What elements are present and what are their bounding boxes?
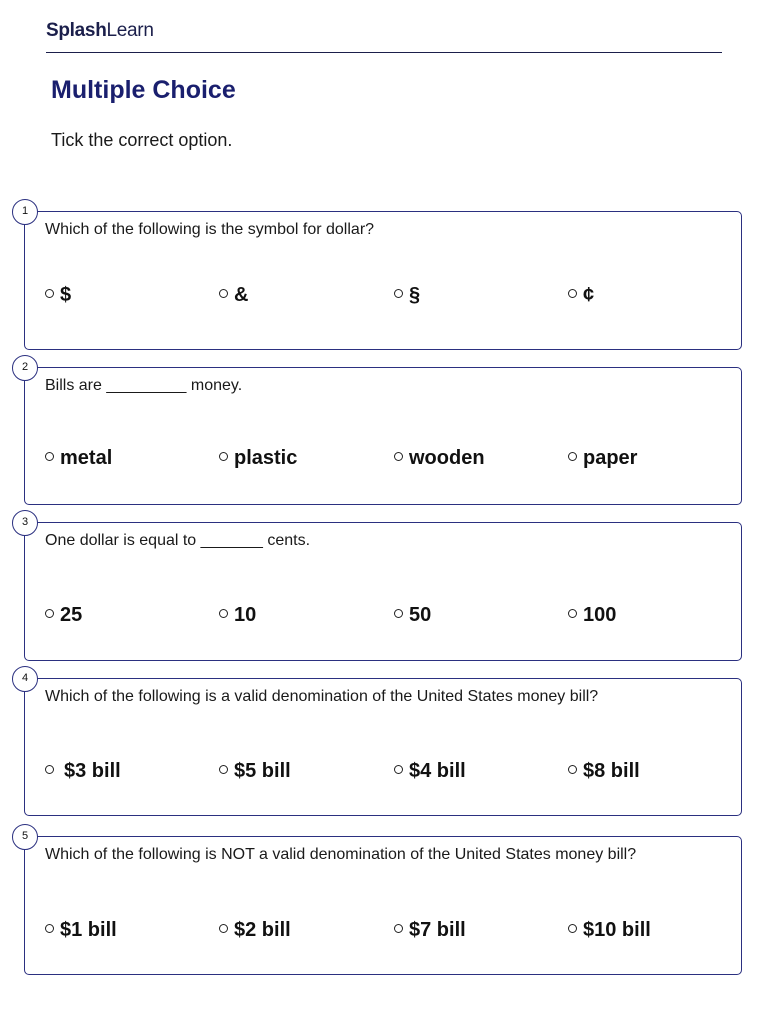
radio-circle-icon[interactable] (45, 289, 54, 298)
option-q2-a[interactable] (45, 447, 112, 470)
option-q4-c[interactable] (394, 760, 466, 783)
option-q5-a[interactable] (45, 919, 117, 942)
option-label: 25 (60, 604, 83, 626)
option-q2-d[interactable] (568, 447, 637, 470)
option-label: 100 (583, 604, 617, 626)
option-label: metal (60, 447, 113, 469)
radio-circle-icon[interactable] (219, 289, 228, 298)
option-q4-a[interactable] (45, 760, 121, 783)
option-label: & (234, 284, 249, 306)
radio-circle-icon[interactable] (219, 609, 228, 618)
option-q3-b[interactable] (219, 604, 256, 627)
radio-circle-icon[interactable] (394, 452, 403, 461)
option-label: $3 bill (64, 760, 121, 782)
option-label: ¢ (583, 284, 595, 306)
option-label: 10 (234, 604, 257, 626)
option-q1-d[interactable] (568, 284, 594, 307)
radio-circle-icon[interactable] (568, 609, 577, 618)
option-q5-d[interactable] (568, 919, 651, 942)
option-q2-b[interactable] (219, 447, 297, 470)
question-card-1 (21, 205, 742, 350)
option-label: $10 bill (583, 919, 651, 941)
question-text: Which of the following is a valid denomination of the United States money bill? (45, 688, 599, 705)
option-label: $2 bill (234, 919, 291, 941)
option-label: paper (583, 447, 638, 469)
radio-circle-icon[interactable] (394, 609, 403, 618)
option-q4-d[interactable] (568, 760, 640, 783)
page-title: Multiple Choice (51, 76, 236, 104)
option-label: $4 bill (409, 760, 466, 782)
radio-circle-icon[interactable] (568, 765, 577, 774)
option-q1-b[interactable] (219, 284, 248, 307)
question-text: Which of the following is the symbol for dollar? (45, 221, 375, 238)
question-text: Which of the following is NOT a valid denomination of the United States money bill? (45, 846, 637, 863)
radio-circle-icon[interactable] (45, 609, 54, 618)
question-text: Bills are _________ money. (45, 377, 243, 394)
option-label: $8 bill (583, 760, 640, 782)
option-q3-a[interactable] (45, 604, 82, 627)
question-card-5 (21, 830, 742, 975)
header-divider (46, 52, 722, 53)
option-q4-b[interactable] (219, 760, 291, 783)
option-label: plastic (234, 447, 298, 469)
logo-splash: Splash (46, 20, 107, 41)
option-q5-b[interactable] (219, 919, 291, 942)
option-q1-a[interactable] (45, 284, 71, 307)
radio-circle-icon[interactable] (394, 924, 403, 933)
option-label: $ (60, 284, 72, 306)
question-number-badge: 3 (12, 510, 38, 536)
question-number-badge: 4 (12, 666, 38, 692)
radio-circle-icon[interactable] (219, 924, 228, 933)
logo-learn: Learn (106, 20, 154, 41)
question-number-badge: 5 (12, 824, 38, 850)
radio-circle-icon[interactable] (219, 765, 228, 774)
radio-circle-icon[interactable] (394, 765, 403, 774)
option-label: $5 bill (234, 760, 291, 782)
radio-circle-icon[interactable] (568, 452, 577, 461)
option-q3-d[interactable] (568, 604, 616, 627)
radio-circle-icon[interactable] (45, 924, 54, 933)
question-text: One dollar is equal to _______ cents. (45, 532, 311, 549)
radio-circle-icon[interactable] (568, 924, 577, 933)
splashlearn-logo (46, 20, 154, 42)
radio-circle-icon[interactable] (45, 765, 54, 774)
option-q5-c[interactable] (394, 919, 466, 942)
option-q3-c[interactable] (394, 604, 431, 627)
option-label: 50 (409, 604, 432, 626)
question-number-badge: 2 (12, 355, 38, 381)
instructions: Tick the correct option. (51, 130, 233, 150)
question-number-badge: 1 (12, 199, 38, 225)
radio-circle-icon[interactable] (394, 289, 403, 298)
option-q2-c[interactable] (394, 447, 485, 470)
option-label: wooden (409, 447, 485, 469)
option-label: $1 bill (60, 919, 117, 941)
option-q1-c[interactable] (394, 284, 420, 307)
question-card-2 (21, 361, 742, 505)
option-label: $7 bill (409, 919, 466, 941)
question-card-3 (21, 516, 742, 661)
radio-circle-icon[interactable] (219, 452, 228, 461)
option-label: § (409, 284, 421, 306)
radio-circle-icon[interactable] (45, 452, 54, 461)
radio-circle-icon[interactable] (568, 289, 577, 298)
question-card-4 (21, 672, 742, 816)
